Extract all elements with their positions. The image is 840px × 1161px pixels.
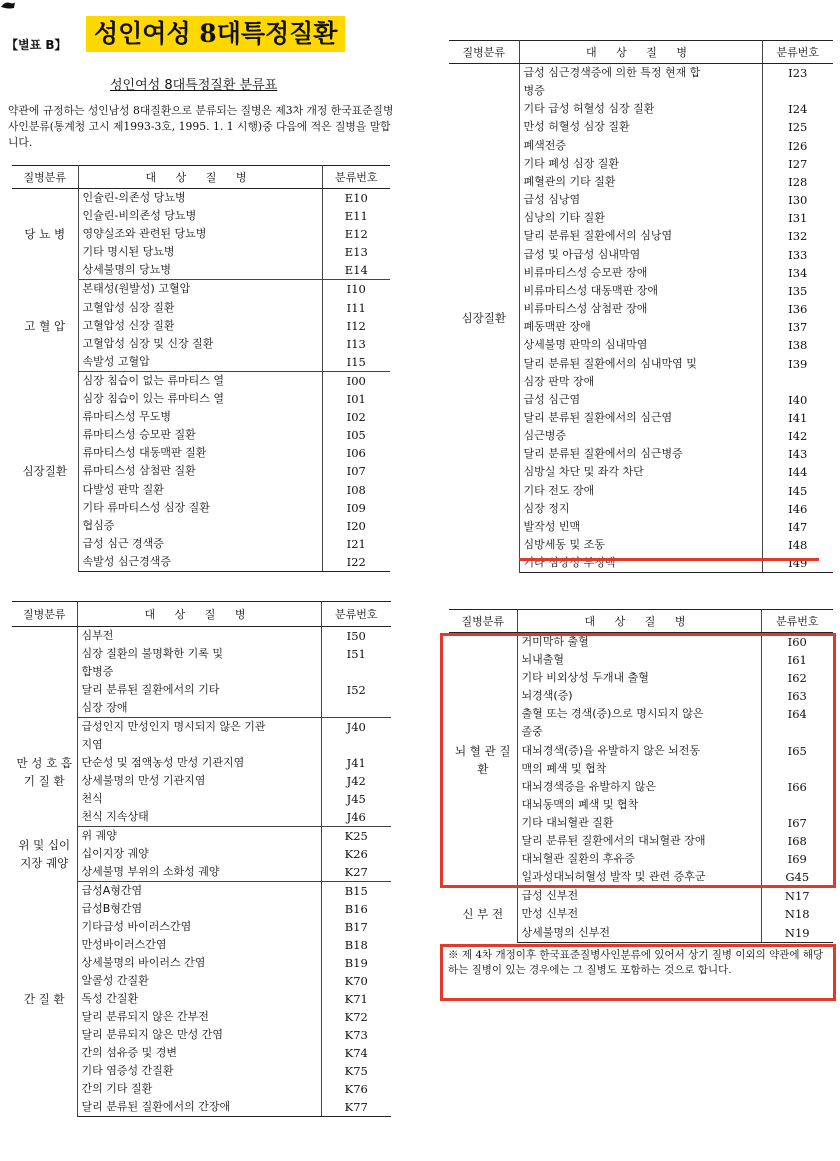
disease-code-cell: J45 <box>321 790 391 808</box>
page-title: 성인여성 8대특정질환 <box>86 16 345 52</box>
disease-code-cell: I47 <box>762 518 833 536</box>
table-row <box>12 627 391 646</box>
disease-code-cell: I38 <box>762 336 833 354</box>
table-row <box>12 189 390 208</box>
disease-code-cell: I48 <box>762 536 833 554</box>
disease-code-cell: B17 <box>321 918 391 936</box>
disease-name-cell: 기타 명시된 당뇨병 <box>82 245 175 259</box>
disease-name-cell: 심장 장애 <box>77 699 321 718</box>
disease-name-cell: 기타 염증성 간질환 <box>81 1064 174 1077</box>
disease-name-cell: 협심증 <box>82 518 115 532</box>
disease-code-cell: I35 <box>762 282 833 300</box>
disease-name-cell: 만성 신부전 <box>521 907 579 921</box>
disease-code-cell: E14 <box>322 261 390 280</box>
disease-table-1 <box>12 165 390 572</box>
disease-code-cell: I01 <box>322 390 390 408</box>
disease-name-cell: 급성B형간염 <box>81 902 143 915</box>
header-row <box>12 602 391 627</box>
disease-name-cell: 기타 대뇌혈관 질환 <box>521 815 614 829</box>
table-row <box>12 718 391 737</box>
disease-name-cell: 심장 질환의 불명확한 기록 및 <box>81 647 223 660</box>
disease-code-cell: I10 <box>322 280 390 299</box>
disease-name-cell: 비류마티스성 삼첨판 장애 <box>523 302 648 316</box>
disease-code-cell: I06 <box>322 444 390 462</box>
disease-name-cell: 급성 심근경색증에 의한 특정 현재 합 <box>523 66 701 79</box>
disease-code-cell: I33 <box>762 246 833 264</box>
disease-name-cell: 대뇌동맥의 폐색 및 협착 <box>521 797 639 811</box>
table-row <box>12 882 391 901</box>
disease-code-cell: I12 <box>322 317 390 335</box>
appendix-tag: 【별표 B】 <box>6 38 67 52</box>
disease-name-cell: 만성바이러스간염 <box>81 938 167 951</box>
column-header-category: 질병분류 <box>449 610 517 633</box>
table-row <box>449 887 833 906</box>
disease-name-cell: 고혈압성 심장 및 신장 질환 <box>82 336 214 350</box>
disease-code-cell: J41 <box>321 754 391 772</box>
disease-name-cell: 기타급성 바이러스간염 <box>81 920 192 933</box>
disease-code-cell: I63 <box>761 687 833 705</box>
disease-name-cell: 맥의 폐색 및 협착 <box>521 761 607 775</box>
disease-code-cell: I42 <box>762 427 833 445</box>
category-cell: 뇌 혈 관 질 환 <box>449 633 517 887</box>
disease-code-cell: I27 <box>762 155 833 173</box>
disease-code-cell: I66 <box>761 778 833 796</box>
footnote: ※ 제 4차 개정이후 한국표준질병사인분류에 있어서 상기 질병 이외의 약관에 해당하는 질병이 있는 경우에는 그 질병도 포함하는 것으로 합니다. <box>448 949 824 976</box>
disease-code-cell: I60 <box>761 633 833 652</box>
disease-name-cell: 심장 침습이 있는 류마티스 열 <box>82 392 224 406</box>
disease-name-cell: 출혈 또는 경색(증)으로 명시되지 않은 <box>521 707 704 721</box>
disease-code-cell: B19 <box>321 954 391 972</box>
disease-code-cell: I68 <box>761 832 833 850</box>
disease-code-cell: K74 <box>321 1044 391 1062</box>
table-row <box>12 280 390 299</box>
disease-name-cell: 천식 <box>81 792 103 805</box>
disease-name-cell: 간의 기타 질환 <box>81 1082 153 1095</box>
category-cell: 고 혈 압 <box>12 280 78 371</box>
disease-name-cell: 기타 전도 장애 <box>523 483 595 497</box>
disease-code-cell: J40 <box>321 718 391 737</box>
disease-code-cell: I51 <box>321 645 391 663</box>
disease-name-cell: 달리 분류된 질환에서의 심낭염 <box>523 229 673 243</box>
disease-code-cell <box>321 699 391 718</box>
disease-name-cell: 심장 판막 장애 <box>523 374 595 388</box>
disease-name-cell: 속발성 심근경색증 <box>78 553 322 572</box>
disease-code-cell: E10 <box>322 189 390 208</box>
disease-code-cell: I25 <box>762 118 833 136</box>
disease-code-cell: J46 <box>321 808 391 827</box>
disease-code-cell: J42 <box>321 772 391 790</box>
disease-name-cell: 심방실 차단 및 좌각 차단 <box>523 465 644 479</box>
disease-code-cell: I36 <box>762 300 833 318</box>
column-header-code: 분류번호 <box>321 602 391 627</box>
disease-code-cell: E11 <box>322 207 390 225</box>
disease-name-cell: 알콜성 간질환 <box>81 974 149 987</box>
disease-code-cell: I52 <box>321 681 391 699</box>
disease-name-cell: 뇌내출혈 <box>521 653 565 667</box>
disease-code-cell: I65 <box>761 742 833 760</box>
column-header-disease: 대 상 질 병 <box>77 602 321 627</box>
disease-name-cell: 본태성(원발성) 고혈압 <box>82 282 191 296</box>
column-header-category: 질병분류 <box>449 41 519 64</box>
disease-code-cell: K76 <box>321 1080 391 1098</box>
category-cell: 당 뇨 병 <box>12 189 78 280</box>
disease-code-cell: K72 <box>321 1008 391 1026</box>
disease-name-cell: 류마티스성 대동맥판 질환 <box>82 446 207 460</box>
table-row <box>12 827 391 846</box>
table-row <box>449 64 833 83</box>
disease-name-cell: 류마티스성 무도병 <box>82 410 172 424</box>
disease-code-cell: I43 <box>762 445 833 463</box>
header-row <box>449 610 833 633</box>
disease-name-cell: 달리 분류된 질환에서의 심내막염 및 <box>523 356 697 370</box>
disease-name-cell: 고혈압성 심장 질환 <box>82 300 175 314</box>
category-cell: 만 성 호 흡 기 질 환 <box>12 718 77 827</box>
disease-code-cell: K77 <box>321 1098 391 1117</box>
disease-name-cell: 비류마티스성 승모판 장애 <box>523 265 648 279</box>
disease-name-cell: 대뇌경색(증)을 유발하지 않은 뇌전동 <box>521 743 700 757</box>
disease-name-cell: 뇌경색(증) <box>521 689 573 703</box>
disease-name-cell: 달리 분류된 질환에서의 기타 <box>81 683 220 696</box>
disease-code-cell: I02 <box>322 408 390 426</box>
disease-name-cell: 다발성 판막 질환 <box>82 482 164 496</box>
disease-name-cell: 기타 폐성 심장 질환 <box>523 156 619 170</box>
disease-name-cell: 대뇌혈관 질환의 후유증 <box>521 852 635 866</box>
disease-name-cell: 급성 및 아급성 심내막염 <box>523 247 641 261</box>
disease-code-cell: I45 <box>762 482 833 500</box>
disease-code-cell: I00 <box>322 371 390 390</box>
disease-name-cell: 상세불명 부위의 소화성 궤양 <box>77 863 321 882</box>
disease-name-cell: 급성A형간염 <box>81 884 143 897</box>
disease-code-cell: I28 <box>762 173 833 191</box>
disease-code-cell: I61 <box>761 651 833 669</box>
disease-name-cell: 달리 분류된 질환에서의 심근병증 <box>523 447 683 461</box>
disease-code-cell: I32 <box>762 227 833 245</box>
disease-code-cell: I21 <box>322 535 390 553</box>
disease-code-cell: I39 <box>762 355 833 373</box>
disease-code-cell: B15 <box>321 882 391 901</box>
disease-code-cell: B18 <box>321 936 391 954</box>
disease-code-cell: K25 <box>321 827 391 846</box>
disease-name-cell: 심낭의 기타 질환 <box>523 211 605 225</box>
disease-code-cell: I11 <box>322 299 390 317</box>
disease-code-cell: I40 <box>762 391 833 409</box>
disease-code-cell: G45 <box>761 868 833 887</box>
category-cell: 위 및 십이 지장 궤양 <box>12 827 77 882</box>
disease-name-cell: 상세불명의 바이러스 간염 <box>81 956 206 969</box>
disease-code-cell <box>321 663 391 681</box>
disease-name-cell: 천식 지속상태 <box>77 808 321 827</box>
disease-code-cell: I49 <box>762 554 833 573</box>
disease-name-cell: 심방세동 및 조동 <box>523 538 605 552</box>
disease-code-cell: K71 <box>321 990 391 1008</box>
disease-code-cell: I44 <box>762 463 833 481</box>
disease-code-cell: I08 <box>322 481 390 499</box>
disease-name-cell: 기타 비외상성 두개내 출혈 <box>521 671 649 685</box>
disease-code-cell: I22 <box>322 553 390 572</box>
disease-code-cell <box>321 736 391 754</box>
disease-code-cell: I69 <box>761 850 833 868</box>
category-cell <box>12 627 77 718</box>
disease-code-cell: I15 <box>322 353 390 372</box>
disease-name-cell: 합병증 <box>81 665 114 678</box>
disease-name-cell: 졸중 <box>521 725 543 739</box>
disease-code-cell: I26 <box>762 137 833 155</box>
disease-code-cell: K73 <box>321 1026 391 1044</box>
disease-code-cell: N17 <box>761 887 833 906</box>
disease-name-cell: 급성 신부전 <box>521 889 579 903</box>
disease-code-cell <box>762 373 833 391</box>
column-header-code: 분류번호 <box>761 610 833 633</box>
disease-code-cell: I23 <box>762 64 833 83</box>
disease-name-cell: 상세불명의 당뇨병 <box>78 261 322 280</box>
disease-name-cell: 병증 <box>523 84 545 98</box>
disease-code-cell <box>762 82 833 100</box>
table-subtitle: 성인여성 8대특정질환 분류표 <box>110 78 278 93</box>
intro-paragraph: 약관에 규정하는 성인남성 8대질환으로 분류되는 질병은 제3차 개정 한국표준질병사인분류(통계청 고시 제1993-3호, 1995. 1. 1 시행)중 다음에 적은 질병을 말합니다. <box>8 104 394 149</box>
disease-name-cell: 달리 분류되지 않은 만성 간염 <box>81 1028 223 1041</box>
column-header-disease: 대 상 질 병 <box>519 41 762 64</box>
disease-name-cell: 기타 심장성 부정맥 <box>519 554 762 573</box>
column-header-code: 분류번호 <box>322 166 390 189</box>
disease-name-cell: 급성 심낭염 <box>523 193 581 207</box>
disease-code-cell: I62 <box>761 669 833 687</box>
disease-code-cell: I07 <box>322 462 390 480</box>
column-header-category: 질병분류 <box>12 166 78 189</box>
disease-name-cell: 영양실조와 관련된 당뇨병 <box>82 227 207 241</box>
category-cell: 신 부 전 <box>449 887 517 942</box>
disease-name-cell: 상세불명 판막의 심내막염 <box>523 338 648 352</box>
disease-code-cell: N19 <box>761 924 833 943</box>
annotation-underline <box>519 558 819 561</box>
disease-name-cell: 일과성대뇌허혈성 발작 및 관련 증후군 <box>517 868 761 887</box>
disease-code-cell: E12 <box>322 225 390 243</box>
disease-name-cell: 속발성 고혈압 <box>78 353 322 372</box>
disease-name-cell: 인슐린-의존성 당뇨병 <box>82 191 186 204</box>
disease-code-cell: I34 <box>762 264 833 282</box>
disease-name-cell: 기타 류마티스성 심장 질환 <box>82 500 210 514</box>
disease-name-cell: 독성 간질환 <box>81 992 139 1005</box>
disease-name-cell: 간의 섬유증 및 경변 <box>81 1046 177 1059</box>
disease-name-cell: 달리 분류된 질환에서의 대뇌혈관 장애 <box>521 834 706 848</box>
disease-code-cell: K26 <box>321 845 391 863</box>
disease-name-cell: 심장 정지 <box>523 501 570 515</box>
disease-name-cell: 폐동맥판 장애 <box>523 320 591 334</box>
disease-name-cell: 대뇌경색증을 유발하지 않은 <box>521 779 657 793</box>
disease-name-cell: 상세불명의 만성 기관지염 <box>81 774 206 787</box>
disease-name-cell: 기타 급성 허혈성 심장 질환 <box>523 102 655 116</box>
disease-name-cell: 상세불명의 신부전 <box>517 924 761 943</box>
disease-name-cell: 심부전 <box>81 629 114 642</box>
disease-name-cell: 폐혈관의 기타 질환 <box>523 174 616 188</box>
disease-code-cell: N18 <box>761 905 833 923</box>
disease-name-cell: 비류마티스성 대동맥판 장애 <box>523 283 659 297</box>
disease-code-cell: I30 <box>762 191 833 209</box>
annotation-box-cerebrovascular <box>440 633 836 888</box>
disease-code-cell: I64 <box>761 705 833 723</box>
disease-name-cell: 달리 분류된 질환에서의 간장애 <box>77 1098 321 1117</box>
disease-name-cell: 급성인지 만성인지 명시되지 않은 기관 <box>81 720 266 733</box>
disease-code-cell: I20 <box>322 517 390 535</box>
table-row <box>12 371 390 390</box>
column-header-disease: 대 상 질 병 <box>517 610 761 633</box>
disease-code-cell: I13 <box>322 335 390 353</box>
disease-code-cell: K70 <box>321 972 391 990</box>
disease-code-cell: I24 <box>762 100 833 118</box>
disease-code-cell: E13 <box>322 243 390 261</box>
disease-name-cell: 지염 <box>81 738 103 751</box>
disease-table-2 <box>449 40 833 573</box>
disease-name-cell: 인슐린-비의존성 당뇨병 <box>82 209 197 223</box>
disease-code-cell: I41 <box>762 409 833 427</box>
category-cell: 간 질 환 <box>12 882 77 1117</box>
disease-name-cell: 위 궤양 <box>81 829 117 842</box>
disease-code-cell: B16 <box>321 900 391 918</box>
disease-name-cell: 발작성 빈맥 <box>523 519 581 533</box>
disease-code-cell: I50 <box>321 627 391 646</box>
disease-code-cell: I05 <box>322 426 390 444</box>
disease-code-cell: I46 <box>762 500 833 518</box>
disease-code-cell: I37 <box>762 318 833 336</box>
category-cell: 심장질환 <box>12 371 78 571</box>
disease-name-cell: 달리 분류되지 않은 간부전 <box>81 1010 209 1023</box>
publisher-logo-icon <box>0 0 16 10</box>
disease-name-cell: 류마티스성 승모판 질환 <box>82 428 196 442</box>
disease-name-cell: 심장 침습이 없는 류마티스 열 <box>82 373 224 387</box>
disease-name-cell: 달리 분류된 질환에서의 심근염 <box>523 410 673 424</box>
disease-name-cell: 거미막하 출혈 <box>521 635 589 648</box>
disease-code-cell: I31 <box>762 209 833 227</box>
column-header-code: 분류번호 <box>762 41 833 64</box>
column-header-disease: 대 상 질 병 <box>78 166 322 189</box>
disease-name-cell: 급성 심근염 <box>523 392 581 406</box>
disease-name-cell: 십이지장 궤양 <box>81 847 149 860</box>
category-cell: 심장질환 <box>449 64 519 573</box>
disease-code-cell: I67 <box>761 814 833 832</box>
disease-name-cell: 류마티스성 삼첨판 질환 <box>82 464 196 478</box>
disease-name-cell: 고혈압성 신장 질환 <box>82 318 175 332</box>
disease-name-cell: 폐색전증 <box>523 138 567 152</box>
header-row <box>449 41 833 64</box>
disease-name-cell: 심근병증 <box>523 429 567 443</box>
disease-code-cell: K75 <box>321 1062 391 1080</box>
disease-name-cell: 급성 심근 경색증 <box>82 536 164 550</box>
disease-table-3 <box>12 601 391 1117</box>
disease-name-cell: 단순성 및 점액농성 만성 기관지염 <box>81 756 245 769</box>
disease-name-cell: 만성 허혈성 심장 질환 <box>523 120 630 134</box>
header-row <box>12 166 390 189</box>
column-header-category: 질병분류 <box>12 602 77 627</box>
disease-code-cell: I09 <box>322 499 390 517</box>
disease-code-cell: K27 <box>321 863 391 882</box>
